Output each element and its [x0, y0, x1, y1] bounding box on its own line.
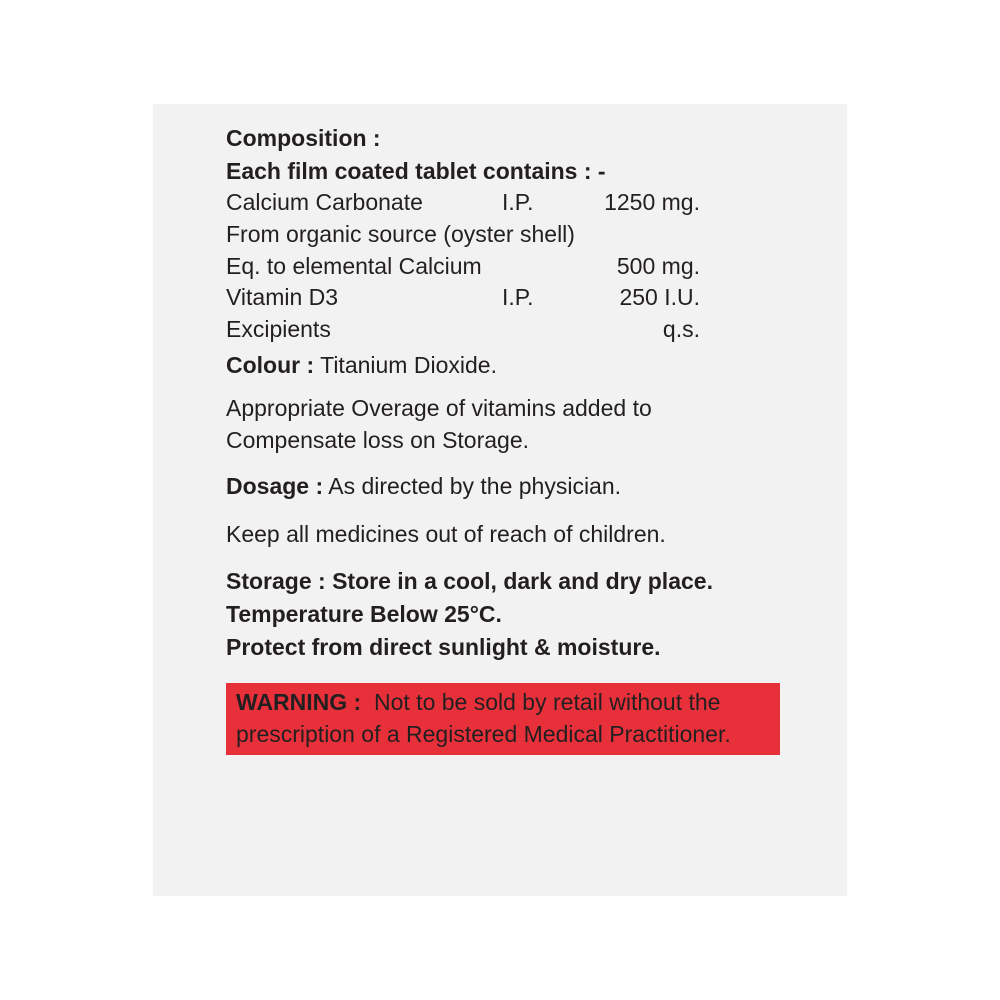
colour-value: Titanium Dioxide. [314, 352, 497, 378]
ingredient-standard: I.P. [502, 189, 534, 215]
ingredient-name: From organic source (oyster shell) [226, 221, 575, 247]
dosage-line [226, 471, 621, 501]
ingredient-row [226, 251, 700, 281]
overage-line-2: Compensate loss on Storage. [226, 427, 530, 453]
ingredient-name: Vitamin D3 [226, 284, 339, 310]
ingredient-quantity: q.s. [662, 316, 700, 342]
ingredient-row [226, 219, 700, 249]
warning-text: Not to be sold by retail without the [361, 689, 721, 715]
warning-label: WARNING : [236, 689, 362, 715]
composition-subheading: Each film coated tablet contains : - [226, 158, 606, 184]
dosage-label: Dosage : [226, 473, 324, 499]
composition-heading: Composition : [226, 125, 381, 151]
overage-line-1: Appropriate Overage of vitamins added to [226, 395, 652, 421]
ingredient-row [226, 314, 700, 344]
storage-line-1: Storage : Store in a cool, dark and dry place. [226, 568, 713, 594]
storage-line-3: Protect from direct sunlight & moisture. [226, 634, 661, 660]
keep-away-line: Keep all medicines out of reach of children. [226, 521, 666, 547]
colour-label: Colour : [226, 352, 315, 378]
ingredient-quantity: 500 mg. [616, 253, 700, 279]
dosage-value: As directed by the physician. [323, 473, 622, 499]
storage-line-2: Temperature Below 25°C. [226, 601, 502, 627]
ingredient-name: Calcium Carbonate [226, 189, 423, 215]
ingredient-row [226, 282, 700, 312]
ingredient-standard: I.P. [502, 284, 534, 310]
ingredient-name: Excipients [226, 316, 331, 342]
colour-line [226, 350, 497, 380]
warning-line-1 [236, 686, 770, 718]
ingredient-row [226, 187, 700, 217]
ingredient-quantity: 250 I.U. [619, 284, 700, 310]
warning-box [226, 683, 780, 755]
ingredient-name: Eq. to elemental Calcium [226, 253, 482, 279]
ingredient-quantity: 1250 mg. [604, 189, 700, 215]
warning-line-2: prescription of a Registered Medical Practitioner. [236, 721, 731, 747]
